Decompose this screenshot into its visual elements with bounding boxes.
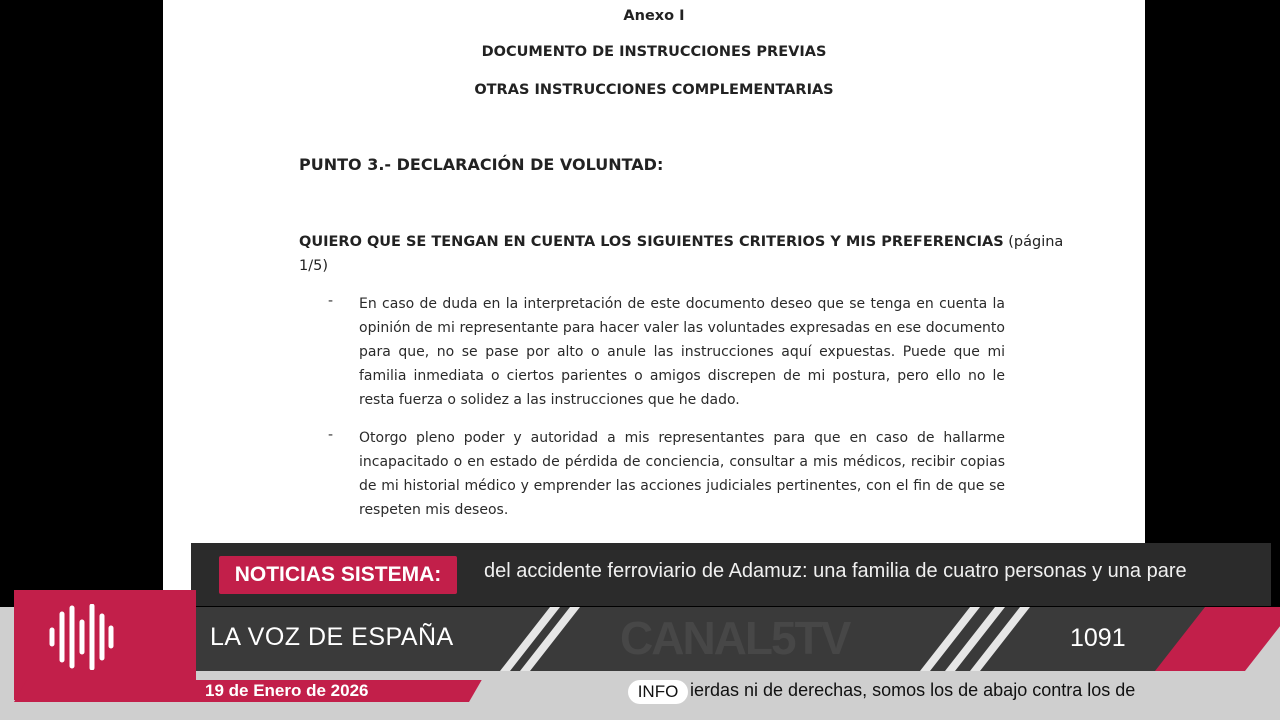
news-ticker <box>191 543 1271 606</box>
bullet-paragraph-1: En caso de duda en la interpretación de este documento deseo que se tenga en cuenta la opinión de mi representante para hacer valer las voluntades expresadas en ese documento para que, no se pase por alto o anule las instrucciones aquí expuestas. Puede que mi familia inmediata o ciertos parientes o amigos discrepen de mi postura, pero ello no le resta fuerza o solidez a las instrucciones que he dado. <box>359 296 1005 408</box>
ticker-text: del accidente ferroviario de Adamuz: una familia de cuatro personas y una pare <box>484 560 1187 582</box>
document-page <box>163 0 1145 590</box>
show-title: LA VOZ DE ESPAÑA <box>210 623 454 651</box>
criteria-page-cont: 1/5) <box>299 258 328 274</box>
bullet-paragraph-2: Otorgo pleno poder y autoridad a mis representantes para que en caso de hallarme incapacitado o en estado de pérdida de conciencia, consultar a mis médicos, recibir copias de mi historial médico y emprender las acciones judiciales pertinentes, con el fin de que se respeten mis deseos. <box>359 430 1005 518</box>
ticker-badge: NOTICIAS SISTEMA: <box>219 556 457 594</box>
bullet-dash-2: - <box>328 427 334 443</box>
date-label: 19 de Enero de 2026 <box>205 681 369 700</box>
info-ticker-text: ierdas ni de derechas, somos los de abajo contra los de <box>690 680 1136 700</box>
episode-number: 1091 <box>1070 624 1126 652</box>
section-heading: PUNTO 3.- DECLARACIÓN DE VOLUNTAD: <box>299 155 664 174</box>
annex-label: Anexo I <box>623 8 685 24</box>
criteria-page: (página <box>1008 234 1064 250</box>
criteria-bold: QUIERO QUE SE TENGAN EN CUENTA LOS SIGUIENTES CRITERIOS Y MIS PREFERENCIAS <box>299 234 1004 250</box>
sound-wave-icon <box>48 604 114 670</box>
bullet-dash-1: - <box>328 293 334 309</box>
document-title: DOCUMENTO DE INSTRUCCIONES PREVIAS <box>481 44 827 60</box>
document-subtitle: OTRAS INSTRUCCIONES COMPLEMENTARIAS <box>474 82 834 98</box>
info-badge: INFO <box>628 680 688 704</box>
channel-watermark: CANAL5TV <box>620 612 850 664</box>
criteria-line <box>299 234 1063 250</box>
